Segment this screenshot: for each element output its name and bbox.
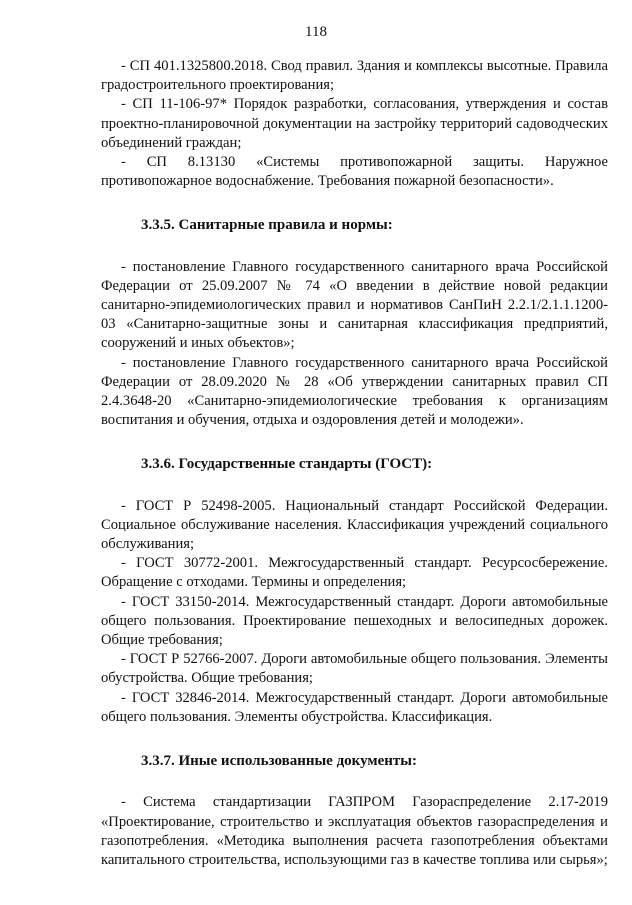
list-item: - постановление Главного государственного санитарного врача Российской Федерации от 25.09.2007 № 74 «О введении в действие новой редакции санитарно-эпидемиологических правил и нормативов СанПиН 2.2.1/2.1.1.1200-03 «Санитарно-защитные зоны и санитарная классификация предприятий, сооружений и иных объектов»; (101, 258, 608, 352)
list-item: - ГОСТ Р 52766-2007. Дороги автомобильные общего пользования. Элементы обустройства. Общие требования; (101, 651, 608, 687)
list-item: - ГОСТ 32846-2014. Межгосударственный стандарт. Дороги автомобильные общего пользования. Элементы обустройства. Классификация. (101, 689, 608, 725)
page-body (101, 57, 608, 870)
list-item: - ГОСТ 33150-2014. Межгосударственный стандарт. Дороги автомобильные общего пользования. Проектирование пешеходных и велосипедных дорожек. Общие требования; (101, 593, 608, 649)
section-heading-gost: 3.3.6. Государственные стандарты (ГОСТ): (141, 456, 433, 473)
list-item: - постановление Главного государственного санитарного врача Российской Федерации от 28.09.2020 № 28 «Об утверждении санитарных правил СП 2.4.3648-20 «Санитарно-эпидемиологические требования к организациям воспитания и обучения, отдыха и оздоровления детей и молодежи». (101, 354, 608, 429)
list-item: - ГОСТ Р 52498-2005. Национальный стандарт Российской Федерации. Социальное обслуживание населения. Классификация учреждений социального обслуживания; (101, 497, 608, 553)
section-heading-other-docs: 3.3.7. Иные использованные документы: (141, 753, 418, 770)
list-item: - ГОСТ 30772-2001. Межгосударственный стандарт. Ресурсосбережение. Обращение с отходами. Термины и определения; (101, 555, 608, 591)
page-number: 118 (305, 24, 327, 40)
list-item: - СП 8.13130 «Системы противопожарной защиты. Наружное противопожарное водоснабжение. Требования пожарной безопасности». (101, 154, 608, 190)
list-item: - СП 11-106-97* Порядок разработки, согласования, утверждения и состав проектно-планировочной документации на застройку территорий садоводческих объединений граждан; (101, 96, 608, 151)
section-heading-sanitary: 3.3.5. Санитарные правила и нормы: (141, 217, 393, 234)
list-item: - Система стандартизации ГАЗПРОМ Газораспределение 2.17-2019 «Проектирование, строительство и эксплуатация объектов газораспределения и газопотребления. «Методика выполнения расчета газопотребления объектами капитального строительства, использующими газ в качестве топлива или сырья»; (101, 794, 608, 868)
list-item: - СП 401.1325800.2018. Свод правил. Здания и комплексы высотные. Правила градостроительного проектирования; (101, 58, 608, 94)
